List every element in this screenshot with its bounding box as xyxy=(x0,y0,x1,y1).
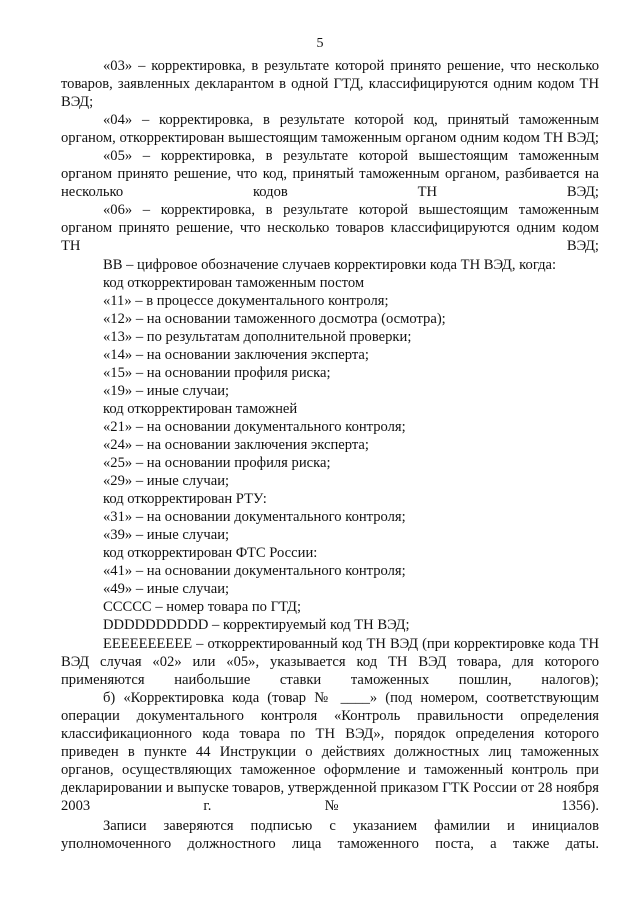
list-item-25: «25» – на основании профиля риска; xyxy=(103,455,331,472)
list-item-49: «49» – иные случаи; xyxy=(103,581,230,598)
field-ccccc-definition: ССССС – номер товара по ГТД; xyxy=(103,599,302,616)
paragraph-field-eeee: ЕЕЕЕЕЕЕЕЕЕ – откорректированный код ТН ВЭД (при корректировке кода ТН ВЭД случая «02» или «05», указывается код ТН ВЭД товара, для которого применяются наибольшие ставки таможенных пошлин, налогов); xyxy=(61,635,599,688)
list-item-29: «29» – иные случаи; xyxy=(103,473,230,490)
list-item-12: «12» – на основании таможенного досмотра (осмотра); xyxy=(103,310,446,327)
paragraph-code-06: «06» – корректировка, в результате которой вышестоящим таможенным органом принято решение, что несколько товаров классифицируются одним кодом ТН ВЭД; xyxy=(61,202,599,255)
field-dddd-definition: DDDDDDDDDD – корректируемый код ТН ВЭД; xyxy=(103,617,410,634)
list-item-15: «15» – на основании профиля риска; xyxy=(103,364,331,381)
paragraph-subitem-b: б) «Корректировка кода (товар № ____» (под номером, соответствующим операции документального контроля «Контроль правильности определения классификационного кода товара по ТН ВЭД», порядок определения которого приведен в пункте 44 Инструкции о действиях должностных лиц таможенных органов, осуществляющих таможенное оформление и таможенный контроль при декларировании и выпуске товаров, утвержденной приказом ГТК России от 28 ноября 2003 г. № 1356). xyxy=(61,689,599,814)
list-item-13: «13» – по результатам дополнительной проверки; xyxy=(103,328,412,345)
list-item-24: «24» – на основании заключения эксперта; xyxy=(103,436,369,453)
group-heading-fts: код откорректирован ФТС России: xyxy=(103,545,318,562)
list-item-11: «11» – в процессе документального контроля; xyxy=(103,292,389,309)
list-item-21: «21» – на основании документального контроля; xyxy=(103,418,406,435)
document-body xyxy=(61,57,599,853)
group-heading-rtu: код откорректирован РТУ: xyxy=(103,491,267,508)
paragraph-code-05: «05» – корректировка, в результате которой вышестоящим таможенным органом принято решение, что код, принятый таможенным органом, разбивается на несколько кодов ТН ВЭД; xyxy=(61,148,599,201)
paragraph-code-03: «03» – корректировка, в результате которой принято решение, что несколько товаров, заявленных декларантом в одной ГТД, классифицируются одним кодом ТН ВЭД; xyxy=(61,58,599,111)
group-heading-customs: код откорректирован таможней xyxy=(103,400,298,417)
list-item-39: «39» – иные случаи; xyxy=(103,527,230,544)
list-item-41: «41» – на основании документального контроля; xyxy=(103,563,406,580)
list-item-31: «31» – на основании документального контроля; xyxy=(103,509,406,526)
list-item-14: «14» – на основании заключения эксперта; xyxy=(103,346,369,363)
paragraph-code-04: «04» – корректировка, в результате которой код, принятый таможенным органом, откорректирован вышестоящим таможенным органом одним кодом ТН ВЭД; xyxy=(61,112,599,147)
list-item-19: «19» – иные случаи; xyxy=(103,382,230,399)
paragraph-signature-note: Записи заверяются подписью с указанием фамилии и инициалов уполномоченного должностного лица таможенного поста, а также даты. xyxy=(61,817,599,853)
vv-definition-line: ВВ – цифровое обозначение случаев корректировки кода ТН ВЭД, когда: xyxy=(103,256,557,273)
group-heading-customs-post: код откорректирован таможенным постом xyxy=(103,274,365,291)
page-number: 5 xyxy=(316,36,324,51)
